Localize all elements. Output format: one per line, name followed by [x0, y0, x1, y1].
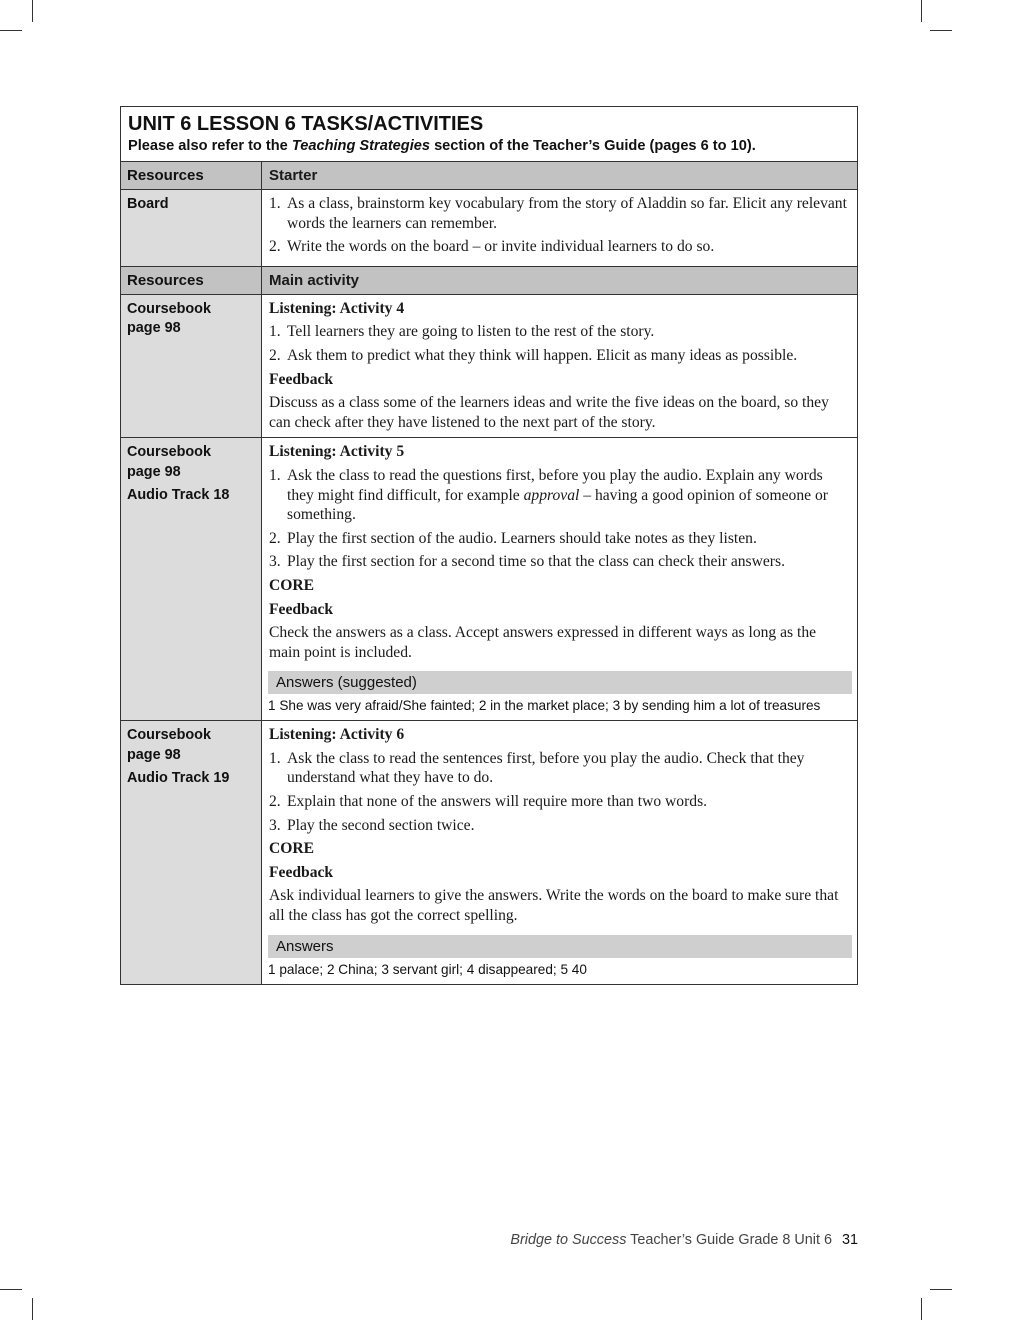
resource-label: Coursebook: [127, 444, 211, 461]
crop-mark: [921, 0, 922, 22]
footer-text: Teacher’s Guide Grade 8 Unit 6: [626, 1232, 832, 1248]
item-text: Ask the class to read the sentences first, before you play the audio. Check that they understand what they have to do.: [287, 749, 805, 787]
crop-mark: [32, 0, 33, 22]
activity-heading: Listening: Activity 5: [269, 443, 405, 461]
list-item: [269, 237, 851, 257]
item-text-italic: approval: [523, 486, 580, 504]
item-number: 2.: [269, 793, 281, 811]
item-text-after: – having a good opinion of someone or something.: [287, 486, 828, 524]
crop-mark: [32, 1298, 33, 1320]
crop-mark: [0, 30, 22, 31]
item-text: Play the second section twice.: [287, 816, 475, 834]
list-item: [269, 466, 851, 525]
starter-row: [121, 189, 857, 266]
item-text: Play the first section for a second time so that the class can check their answers.: [287, 553, 785, 571]
item-number: 1.: [269, 749, 281, 767]
item-number: 2.: [269, 238, 281, 256]
core-label: CORE: [269, 840, 315, 858]
page-footer: [510, 1232, 858, 1248]
item-text: Play the first section of the audio. Learners should take notes as they listen.: [287, 529, 757, 547]
resources-header: Resources: [121, 267, 262, 294]
resource-label: page 98: [127, 746, 181, 763]
resources-header: Resources: [121, 162, 262, 189]
list-item: [269, 322, 851, 342]
item-number: 2.: [269, 529, 281, 547]
activity-5-content: [262, 438, 857, 720]
item-number: 1.: [269, 323, 281, 341]
starter-header: Starter: [262, 162, 857, 189]
item-number: 2.: [269, 346, 281, 364]
item-number: 1.: [269, 195, 281, 212]
list-item: [269, 346, 851, 366]
page-title: UNIT 6 LESSON 6 TASKS/ACTIVITIES: [128, 113, 484, 135]
page-number: 31: [841, 1232, 858, 1248]
page-subtitle: [128, 137, 850, 156]
activity-6-row: [121, 720, 857, 983]
crop-mark: [921, 1298, 922, 1320]
item-text: Explain that none of the answers will require more than two words.: [287, 793, 708, 811]
subtitle-after: section of the Teacher’s Guide (pages 6 to 10).: [430, 138, 756, 154]
item-text-before: Ask the class to read the questions first, before you play the audio. Explain any words they might find difficult, for example: [287, 466, 823, 504]
feedback-text: Discuss as a class some of the learners ideas and write the five ideas on the board, so they can check after they have listened to the next part of the story.: [269, 394, 829, 431]
answers-bar: Answers (suggested): [268, 671, 852, 694]
core-label: CORE: [269, 576, 315, 594]
list-item: [269, 792, 851, 812]
list-item: [269, 816, 851, 836]
item-text: Ask them to predict what they think will happen. Elicit as many ideas as possible.: [287, 346, 798, 364]
resource-label: Audio Track 19: [127, 770, 230, 787]
resource-label: page 98: [127, 463, 181, 480]
resource-label: Coursebook: [127, 300, 211, 317]
answers-text: 1 palace; 2 China; 3 servant girl; 4 disappeared; 5 40: [268, 961, 587, 977]
starter-resources: [121, 190, 262, 266]
activity-heading: Listening: Activity 6: [269, 726, 405, 744]
activity-5-resources: [121, 438, 262, 720]
item-number: 3.: [269, 816, 281, 834]
resource-label: Audio Track 18: [127, 487, 230, 504]
starter-header-row: [121, 162, 857, 189]
book-title: Bridge to Success: [510, 1232, 627, 1248]
item-text: Write the words on the board – or invite individual learners to do so.: [287, 238, 715, 256]
starter-content: [262, 190, 857, 266]
crop-mark: [0, 1289, 22, 1290]
activity-5-row: [121, 437, 857, 720]
answers-bar: Answers: [268, 935, 852, 958]
activity-4-resources: [121, 295, 262, 438]
feedback-text: Check the answers as a class. Accept answers expressed in different ways as long as the main point is included.: [269, 624, 817, 661]
activity-4-row: [121, 294, 857, 438]
main-activity-header: Main activity: [262, 267, 857, 294]
activity-6-resources: [121, 721, 262, 983]
item-number: 1.: [269, 466, 281, 484]
item-number: 3.: [269, 553, 281, 571]
list-item: [269, 552, 851, 572]
feedback-label: Feedback: [269, 370, 334, 388]
lesson-table: [120, 106, 858, 985]
resource-label: Coursebook: [127, 727, 211, 744]
subtitle-italic: Teaching Strategies: [291, 138, 431, 154]
activity-4-content: [262, 295, 857, 438]
feedback-label: Feedback: [269, 600, 334, 618]
item-text: [287, 466, 851, 525]
feedback-label: Feedback: [269, 863, 334, 881]
resource-label: Board: [127, 196, 169, 212]
feedback-text: Ask individual learners to give the answers. Write the words on the board to make sure that all the class has got the correct spelling.: [269, 887, 839, 925]
list-item: [269, 529, 851, 549]
title-block: [121, 107, 857, 162]
crop-mark: [930, 30, 952, 31]
subtitle-before: Please also refer to the: [128, 138, 292, 154]
item-text: Tell learners they are going to listen to the rest of the story.: [287, 323, 655, 341]
list-item: [269, 749, 851, 788]
activity-6-content: [262, 721, 857, 983]
list-item: [269, 194, 851, 233]
item-text: As a class, brainstorm key vocabulary from the story of Aladdin so far. Elicit any relevant words the learners can remember.: [287, 195, 847, 232]
activity-heading: Listening: Activity 4: [269, 299, 405, 317]
resource-label: page 98: [127, 320, 181, 337]
main-header-row: [121, 266, 857, 294]
crop-mark: [930, 1289, 952, 1290]
answers-text: 1 She was very afraid/She fainted; 2 in the market place; 3 by sending him a lot of treasures: [268, 698, 821, 714]
